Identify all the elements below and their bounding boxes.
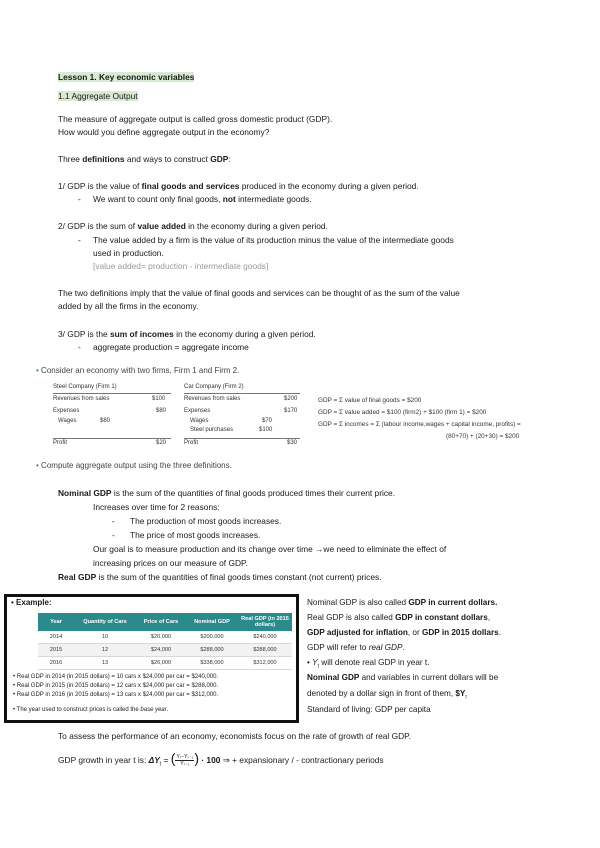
firm2-rule xyxy=(184,438,300,439)
dash-bullet: - xyxy=(112,516,115,526)
real-gdp-definition: Real GDP is the sum of the quantities of final goods times constant (not current) prices. xyxy=(58,572,382,582)
firm2-revenues: $200 xyxy=(284,396,298,402)
firm2-wages-label: Wages xyxy=(190,418,209,424)
dash-bullet: - xyxy=(78,342,81,352)
right-line-7: denoted by a dollar sign in front of them, $\$Y_t$ xyxy=(307,689,467,701)
firm2-wages: $70 xyxy=(262,418,273,424)
col-nominal-gdp: Nominal GDP xyxy=(186,613,238,631)
right-line-6: Nominal GDP and variables in current dollars will be xyxy=(307,673,499,682)
growth-formula: GDP growth in year t is: $\Delta Y_t$ = ( $\frac{\text{Yₜ−Yₜ₋₁}}{\text{Yₜ₋₁}}) \cdot 100$ ⇒ + expansionary / - contractionary periods xyxy=(58,750,384,768)
cell: $288,000 xyxy=(186,644,238,657)
example-line-2015: • Real GDP in 2015 (in 2015 dollars) = 12 cars x $24,000 per car = $288,000. xyxy=(13,683,219,689)
table-header-row xyxy=(38,613,292,631)
section-title: 1.1 Aggregate Output xyxy=(58,91,138,101)
gdp-calc-value-added: GDP = Σ value added = $100 (firm2) + $100 (firm 1) = $200 xyxy=(318,409,487,416)
cell: 2014 xyxy=(38,631,74,644)
col-real-gdp: Real GDP (in 2015 dollars) xyxy=(238,613,292,631)
right-line-5: • $Y_t$ will denote real GDP in year t. xyxy=(307,658,430,670)
firm2-profit: $30 xyxy=(287,440,298,446)
firm1-wages: $80 xyxy=(100,418,111,424)
firm1-profit: $20 xyxy=(156,440,167,446)
firm1-rule xyxy=(53,438,171,439)
table-row xyxy=(38,657,292,670)
example-title: • Example: xyxy=(11,598,52,607)
firm1-rule xyxy=(53,393,171,394)
value-added-formula: [value added= production - intermediate goods] xyxy=(93,261,269,271)
firm2-rule xyxy=(184,393,300,394)
assess-text: To assess the performance of an economy, economists focus on the rate of growth of real GDP. xyxy=(58,731,412,741)
firm2-expenses: $170 xyxy=(284,408,298,414)
cell: $20,000 xyxy=(136,631,186,644)
example-line-2014: • Real GDP in 2014 (in 2015 dollars) = 10 cars x $24,000 per car = $240,000. xyxy=(13,674,219,680)
nominal-gdp-definition: Nominal GDP is the sum of the quantities of final goods produced times their current price. xyxy=(58,488,396,498)
cell: 2015 xyxy=(38,644,74,657)
col-year: Year xyxy=(38,613,74,631)
cell: $200,000 xyxy=(186,631,238,644)
definition-2: 2/ GDP is the sum of value added in the economy during a given period. xyxy=(58,221,328,231)
firm1-revenues: $100 xyxy=(152,396,166,402)
firm2-expenses-label: Expenses xyxy=(184,408,211,414)
right-line-1: Nominal GDP is also called GDP in current dollars. xyxy=(307,598,498,607)
definition-3-sub: aggregate production = aggregate income xyxy=(93,342,249,352)
firm1-expenses: $80 xyxy=(156,408,167,414)
cell: $338,000 xyxy=(186,657,238,670)
table-row xyxy=(38,644,292,657)
firm1-profit-label: Profit xyxy=(53,440,68,446)
cell: $240,000 xyxy=(238,631,292,644)
firm1-title: Steel Company (Firm 1) xyxy=(53,384,117,390)
gdp-calc-incomes-result: (80+70) + (20+30) = $200 xyxy=(446,433,520,440)
firm1-expenses-label: Expenses xyxy=(53,408,80,414)
goal-line-1: Our goal is to measure production and its change over time →we need to eliminate the effect of xyxy=(93,544,447,554)
col-price: Price of Cars xyxy=(136,613,186,631)
intro-line-1: The measure of aggregate output is called gross domestic product (GDP). xyxy=(58,114,333,124)
definition-2-sub-1: The value added by a firm is the value of its production minus the value of the intermediate goods xyxy=(93,235,454,245)
cell: 13 xyxy=(74,657,136,670)
nominal-reason-1: The production of most goods increases. xyxy=(130,516,282,526)
firm1-wages-label: Wages xyxy=(58,418,77,424)
nominal-reason-2: The price of most goods increases. xyxy=(130,530,261,540)
firm2-steel: $100 xyxy=(259,427,273,433)
firm1-revenues-label: Revenues from sales xyxy=(53,396,110,402)
dash-bullet: - xyxy=(78,194,81,204)
right-line-3: GDP adjusted for inflation, or GDP in 2015 dollars. xyxy=(307,628,501,637)
base-year-note: • The year used to construct prices is called the base year. xyxy=(13,707,169,713)
definition-3: 3/ GDP is the sum of incomes in the economy during a given period. xyxy=(58,329,316,339)
table-row xyxy=(38,631,292,644)
firm2-title: Car Company (Firm 2) xyxy=(184,384,244,390)
firm2-profit-label: Profit xyxy=(184,440,199,446)
col-quantity: Quantity of Cars xyxy=(74,613,136,631)
definition-1-sub: We want to count only final goods, not intermediate goods. xyxy=(93,194,312,204)
two-definitions-line-1: The two definitions imply that the value of final goods and services can be thought of as the sum of the value xyxy=(58,288,460,298)
cell: 10 xyxy=(74,631,136,644)
example-line-2016: • Real GDP in 2016 (in 2015 dollars) = 13 cars x $24,000 per car = $312,000. xyxy=(13,692,219,698)
right-line-4: GDP will refer to real GDP. xyxy=(307,643,405,652)
cell: $24,000 xyxy=(136,644,186,657)
right-line-2: Real GDP is also called GDP in constant dollars, xyxy=(307,613,491,622)
lesson-title: Lesson 1. Key economic variables xyxy=(58,72,195,82)
consider-text: • Consider an economy with two firms, Firm 1 and Firm 2. xyxy=(36,366,240,375)
cell: $26,000 xyxy=(136,657,186,670)
dash-bullet: - xyxy=(112,530,115,540)
cell: 2016 xyxy=(38,657,74,670)
growth-fraction: $\frac{\text{Yₜ−Yₜ₋₁}}{\text{Yₜ₋₁}}$ xyxy=(176,754,194,768)
goal-line-2: increasing prices on our measure of GDP. xyxy=(93,558,248,568)
gdp-calc-final-goods: GDP = Σ value of final goods = $200 xyxy=(318,397,422,404)
intro-line-2: How would you define aggregate output in the economy? xyxy=(58,127,270,137)
definition-1: 1/ GDP is the value of final goods and services produced in the economy during a given period. xyxy=(58,181,419,191)
firm2-steel-label: Steel purchases xyxy=(190,427,234,433)
example-box xyxy=(4,594,299,723)
cell: $312,000 xyxy=(238,657,292,670)
definition-2-sub-2: used in production. xyxy=(93,248,164,258)
cell: 12 xyxy=(74,644,136,657)
compute-text: • Compute aggregate output using the three definitions. xyxy=(36,461,232,470)
example-table xyxy=(38,613,292,670)
gdp-calc-incomes: GDP = Σ incomes = Σ (labour income,wages + capital income, profits) = xyxy=(318,421,521,428)
firm2-revenues-label: Revenues from sales xyxy=(184,396,241,402)
right-line-8: Standard of living: GDP per capita xyxy=(307,705,431,714)
nominal-increases: Increases over time for 2 reasons: xyxy=(93,502,220,512)
two-definitions-line-2: added by all the firms in the economy. xyxy=(58,301,199,311)
cell: $288,000 xyxy=(238,644,292,657)
dash-bullet: - xyxy=(78,235,81,245)
three-definitions: Three definitions and ways to construct GDP: xyxy=(58,154,231,164)
